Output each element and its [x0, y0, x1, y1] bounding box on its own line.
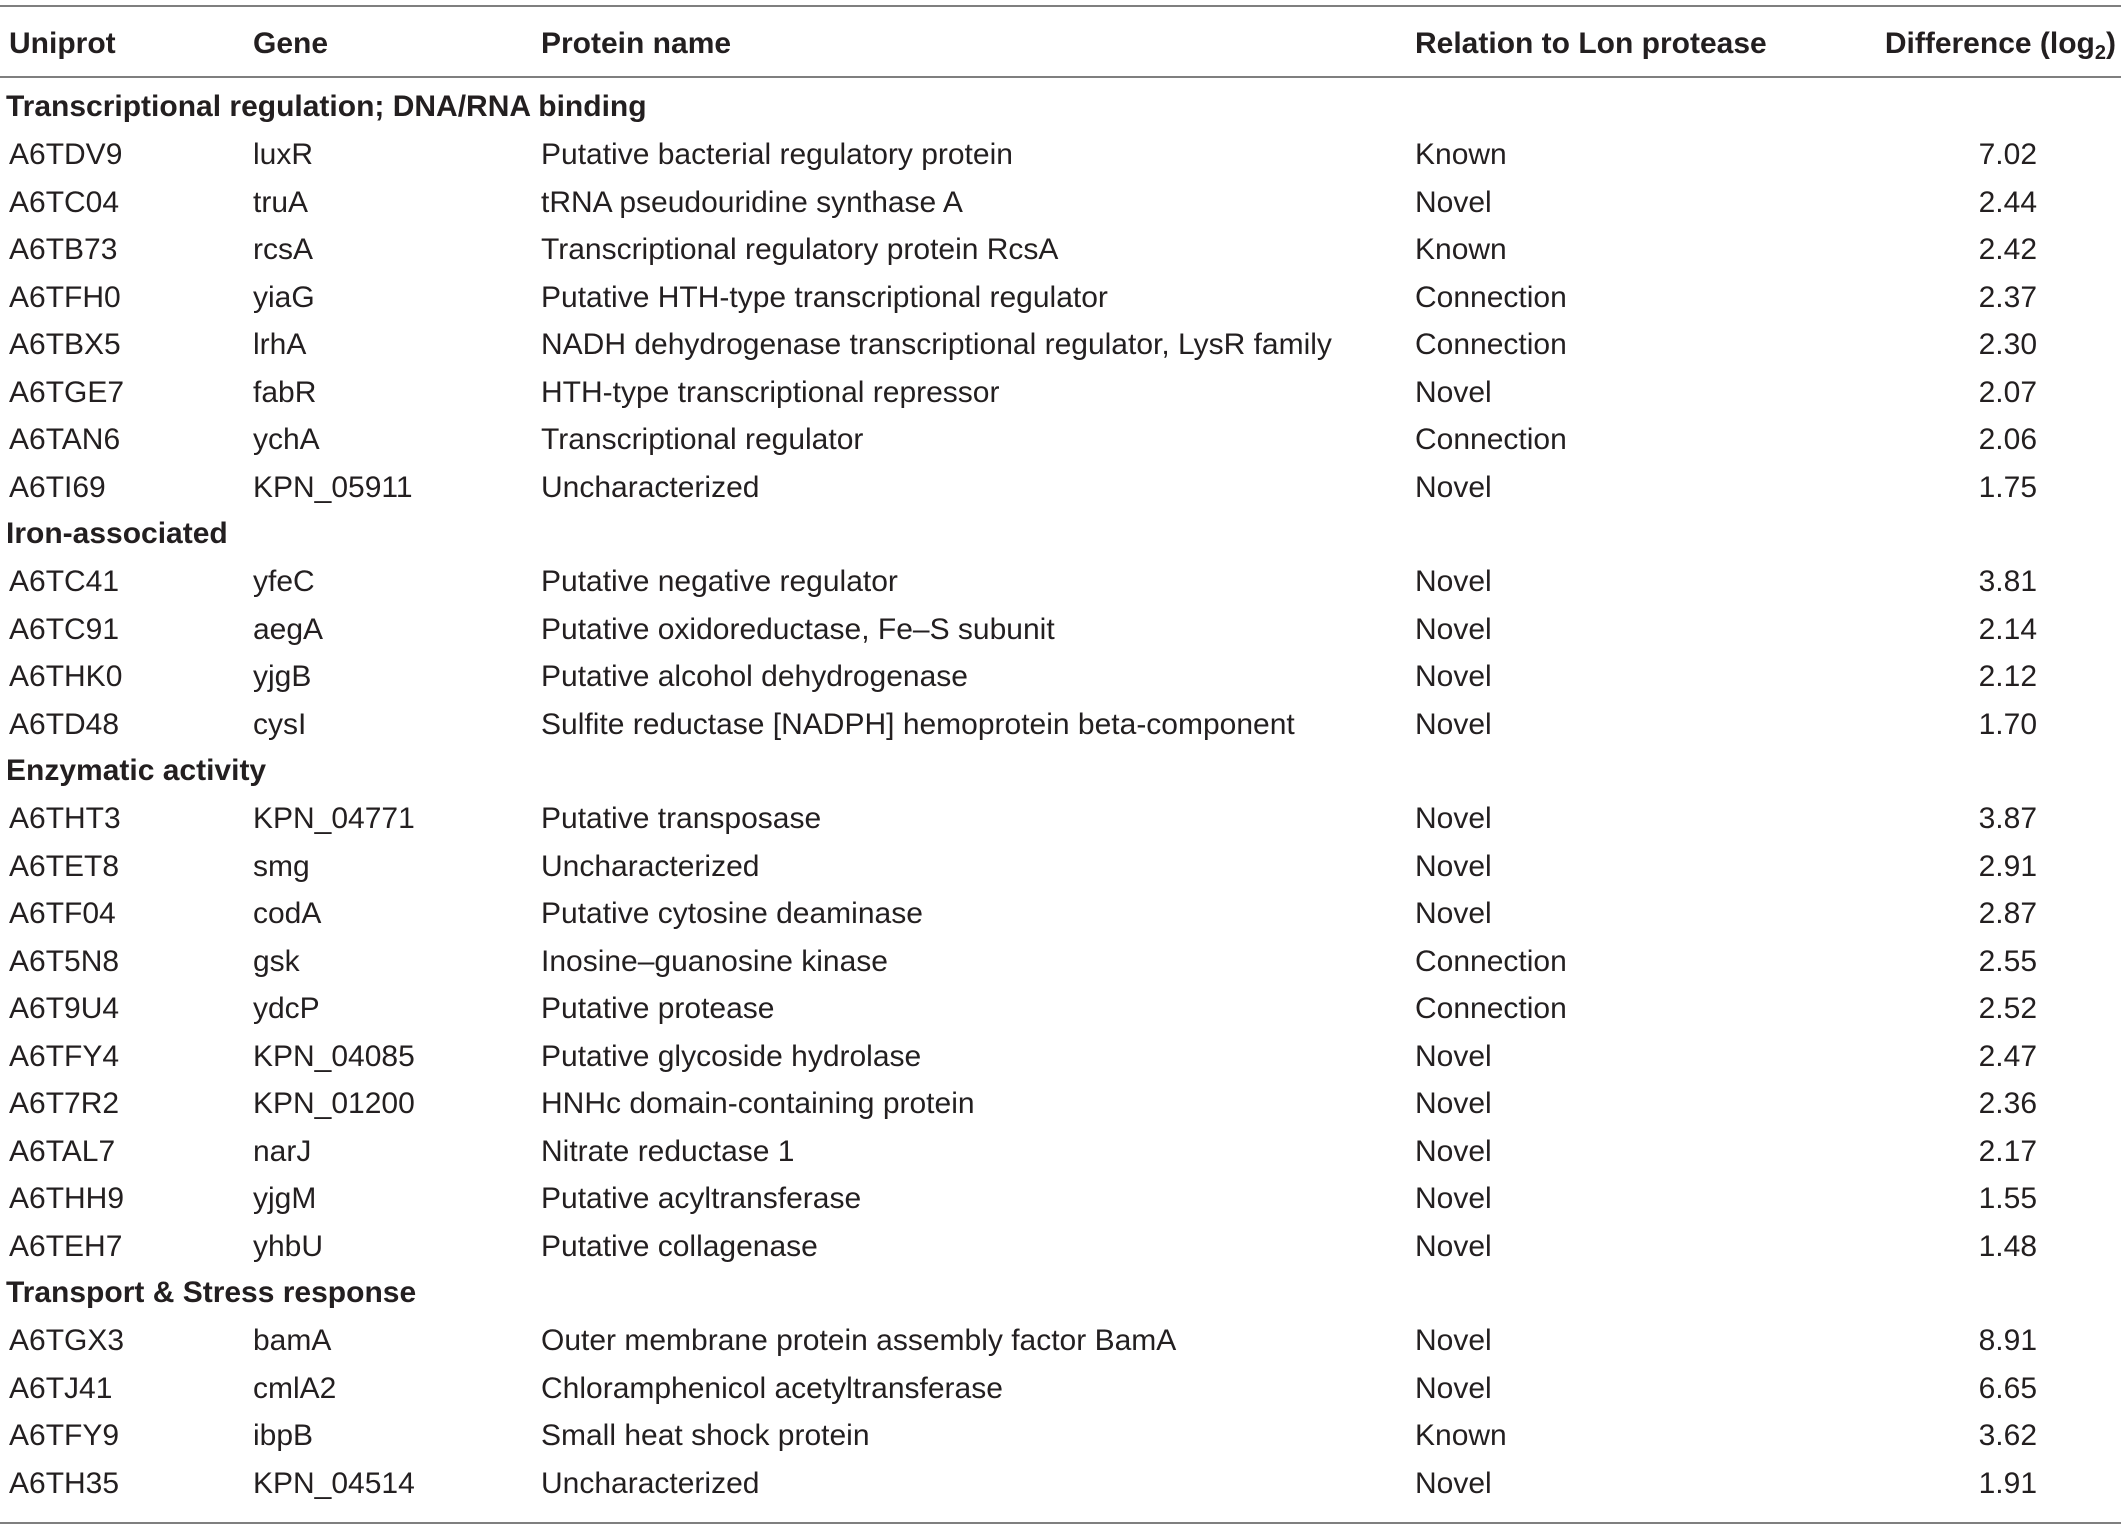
header-difference-text: Difference (log: [1884, 27, 2095, 60]
table-row: [0, 369, 2121, 417]
cell-difference: 2.07: [1978, 375, 2037, 409]
cell-difference: 1.48: [1978, 1229, 2037, 1263]
cell-gene: codA: [253, 897, 322, 930]
table-row: [0, 1412, 2121, 1460]
cell-gene: luxR: [253, 138, 314, 171]
table-row: [0, 416, 2121, 464]
table-row: [0, 1080, 2121, 1128]
cell-uniprot: A6T9U4: [9, 992, 120, 1025]
cell-gene: bamA: [253, 1324, 332, 1357]
cell-protein-name: Putative protease: [541, 992, 775, 1025]
cell-protein-name: Putative bacterial regulatory protein: [541, 138, 1013, 171]
cell-gene: ydcP: [253, 992, 320, 1025]
cell-relation: Novel: [1415, 1466, 1492, 1500]
cell-protein-name: Transcriptional regulator: [541, 423, 864, 456]
cell-gene: truA: [253, 185, 309, 219]
table-row: [0, 843, 2121, 891]
cell-relation: Novel: [1415, 470, 1492, 504]
cell-relation: Connection: [1415, 423, 1567, 456]
table-row: [0, 179, 2121, 227]
section-heading: Transport & Stress response: [6, 1276, 417, 1309]
cell-difference: 1.91: [1978, 1466, 2037, 1500]
header-uniprot: Uniprot: [9, 27, 116, 60]
cell-protein-name: Chloramphenicol acetyltransferase: [541, 1371, 1003, 1405]
table-row: [0, 1175, 2121, 1223]
cell-protein-name: Putative collagenase: [541, 1229, 818, 1263]
cell-gene: cysI: [253, 707, 307, 741]
cell-gene: KPN_04085: [253, 1039, 415, 1073]
cell-uniprot: A6TEH7: [9, 1229, 123, 1263]
header-relation: Relation to Lon protease: [1415, 27, 1767, 60]
cell-relation: Novel: [1415, 612, 1492, 646]
cell-gene: yjgM: [253, 1182, 317, 1215]
header-rule: [0, 76, 2121, 78]
cell-gene: yhbU: [253, 1229, 324, 1263]
section-heading: Transcriptional regulation; DNA/RNA binding: [6, 90, 647, 123]
cell-difference: 2.55: [1978, 944, 2037, 978]
cell-difference: 7.02: [1978, 138, 2037, 171]
cell-protein-name: Putative HTH-type transcriptional regulator: [541, 280, 1108, 314]
cell-gene: ychA: [253, 423, 320, 456]
cell-gene: KPN_04771: [253, 802, 415, 835]
cell-protein-name: Small heat shock protein: [541, 1419, 870, 1452]
cell-uniprot: A6TDV9: [9, 138, 123, 171]
cell-gene: gsk: [253, 944, 300, 978]
cell-relation: Novel: [1415, 802, 1492, 835]
cell-relation: Novel: [1415, 565, 1492, 598]
cell-relation: Novel: [1415, 375, 1492, 409]
cell-uniprot: A6TGX3: [9, 1324, 125, 1357]
cell-difference: 3.87: [1978, 802, 2037, 835]
cell-protein-name: HNHc domain-containing protein: [541, 1087, 975, 1120]
cell-difference: 2.52: [1978, 992, 2037, 1025]
cell-difference: 2.36: [1978, 1087, 2037, 1120]
cell-protein-name: Uncharacterized: [541, 1466, 760, 1500]
table-row: [0, 558, 2121, 606]
cell-difference: 1.55: [1978, 1182, 2037, 1215]
cell-relation: Connection: [1415, 992, 1567, 1025]
cell-uniprot: A6THK0: [9, 660, 123, 693]
cell-relation: Novel: [1415, 1134, 1492, 1168]
cell-protein-name: Putative acyltransferase: [541, 1182, 862, 1215]
cell-difference: 2.42: [1978, 233, 2037, 266]
cell-protein-name: Putative negative regulator: [541, 565, 898, 598]
cell-gene: aegA: [253, 612, 324, 646]
cell-gene: ibpB: [253, 1419, 314, 1452]
cell-protein-name: Uncharacterized: [541, 849, 760, 883]
cell-relation: Novel: [1415, 1324, 1492, 1357]
table-top-rule: [0, 5, 2121, 7]
cell-gene: yfeC: [253, 565, 315, 598]
table-row: [0, 226, 2121, 274]
cell-protein-name: Uncharacterized: [541, 470, 760, 504]
cell-difference: 8.91: [1978, 1324, 2037, 1357]
cell-protein-name: Sulfite reductase [NADPH] hemoprotein beta-component: [541, 707, 1295, 741]
cell-uniprot: A6THT3: [9, 802, 121, 835]
cell-relation: Known: [1415, 233, 1507, 266]
cell-relation: Novel: [1415, 707, 1492, 741]
cell-gene: KPN_05911: [253, 470, 413, 504]
cell-uniprot: A6TGE7: [9, 375, 125, 409]
header-difference-close: ): [2106, 27, 2116, 60]
cell-gene: rcsA: [253, 233, 313, 266]
cell-gene: KPN_04514: [253, 1466, 415, 1500]
cell-gene: smg: [253, 849, 310, 883]
cell-relation: Novel: [1415, 1087, 1492, 1120]
table-row: [0, 1365, 2121, 1413]
cell-uniprot: A6TAN6: [9, 423, 121, 456]
header-difference-subscript: 2: [2094, 42, 2106, 64]
cell-relation: Connection: [1415, 944, 1567, 978]
header-gene: Gene: [253, 27, 329, 60]
cell-difference: 3.62: [1978, 1419, 2037, 1452]
cell-protein-name: Putative transposase: [541, 802, 822, 835]
cell-uniprot: A6THH9: [9, 1182, 125, 1215]
cell-protein-name: Inosine–guanosine kinase: [541, 944, 888, 978]
cell-difference: 2.37: [1978, 280, 2037, 314]
cell-gene: narJ: [253, 1134, 312, 1168]
cell-protein-name: HTH-type transcriptional repressor: [541, 375, 1000, 409]
header-protein-name: Protein name: [541, 27, 732, 60]
cell-uniprot: A6TC04: [9, 185, 120, 219]
cell-difference: 2.12: [1978, 660, 2037, 693]
table-row: [0, 131, 2121, 179]
cell-uniprot: A6TC41: [9, 565, 120, 598]
cell-protein-name: Putative alcohol dehydrogenase: [541, 660, 968, 693]
table-row: [0, 1460, 2121, 1508]
cell-protein-name: tRNA pseudouridine synthase A: [541, 185, 963, 219]
cell-uniprot: A6TBX5: [9, 328, 121, 361]
table-row: [0, 938, 2121, 986]
table-row: [0, 653, 2121, 701]
cell-difference: 2.17: [1978, 1134, 2037, 1168]
cell-gene: yjgB: [253, 660, 312, 693]
table-row: [0, 464, 2121, 512]
cell-relation: Novel: [1415, 1182, 1492, 1215]
cell-relation: Novel: [1415, 1229, 1492, 1263]
table-row: [0, 985, 2121, 1033]
cell-protein-name: Putative cytosine deaminase: [541, 897, 923, 930]
cell-uniprot: A6TB73: [9, 233, 118, 266]
cell-protein-name: Putative glycoside hydrolase: [541, 1039, 922, 1073]
cell-uniprot: A6TH35: [9, 1466, 120, 1500]
table-row: [0, 274, 2121, 322]
cell-uniprot: A6TFH0: [9, 280, 121, 314]
cell-uniprot: A6TFY4: [9, 1039, 120, 1073]
cell-relation: Novel: [1415, 897, 1492, 930]
table-row: [0, 321, 2121, 369]
cell-uniprot: A6TAL7: [9, 1134, 116, 1168]
table-row: [0, 701, 2121, 749]
cell-relation: Known: [1415, 1419, 1507, 1452]
cell-protein-name: NADH dehydrogenase transcriptional regulator, LysR family: [541, 328, 1332, 361]
table-row: [0, 795, 2121, 843]
cell-uniprot: A6TJ41: [9, 1371, 113, 1405]
cell-difference: 2.87: [1978, 897, 2037, 930]
table-bottom-rule: [0, 1522, 2121, 1524]
table-row: [0, 1223, 2121, 1271]
cell-uniprot: A6TET8: [9, 849, 120, 883]
cell-uniprot: A6T5N8: [9, 944, 120, 978]
header-difference: [1885, 16, 2116, 72]
cell-protein-name: Putative oxidoreductase, Fe–S subunit: [541, 612, 1055, 646]
cell-difference: 1.75: [1978, 470, 2037, 504]
table-row: [0, 1033, 2121, 1081]
cell-gene: cmlA2: [253, 1371, 337, 1405]
cell-difference: 1.70: [1978, 707, 2037, 741]
cell-difference: 2.47: [1978, 1039, 2037, 1073]
cell-uniprot: A6TFY9: [9, 1419, 120, 1452]
cell-difference: 6.65: [1978, 1371, 2037, 1405]
cell-relation: Known: [1415, 138, 1507, 171]
cell-gene: yiaG: [253, 280, 315, 314]
cell-relation: Novel: [1415, 1039, 1492, 1073]
table-row: [0, 606, 2121, 654]
cell-relation: Connection: [1415, 328, 1567, 361]
cell-protein-name: Nitrate reductase 1: [541, 1134, 795, 1168]
cell-gene: lrhA: [253, 328, 307, 361]
cell-relation: Novel: [1415, 660, 1492, 693]
section-heading: Enzymatic activity: [6, 754, 267, 787]
cell-gene: fabR: [253, 375, 317, 409]
cell-difference: 2.44: [1978, 185, 2037, 219]
cell-relation: Novel: [1415, 185, 1492, 219]
cell-uniprot: A6TD48: [9, 707, 120, 741]
cell-uniprot: A6T7R2: [9, 1087, 120, 1120]
table-row: [0, 1317, 2121, 1365]
cell-gene: KPN_01200: [253, 1087, 415, 1120]
cell-uniprot: A6TI69: [9, 470, 106, 504]
cell-uniprot: A6TC91: [9, 612, 120, 646]
cell-difference: 2.14: [1978, 612, 2037, 646]
cell-protein-name: Transcriptional regulatory protein RcsA: [541, 233, 1059, 266]
cell-relation: Novel: [1415, 1371, 1492, 1405]
section-heading: Iron-associated: [6, 517, 228, 550]
cell-relation: Novel: [1415, 849, 1492, 883]
cell-difference: 2.30: [1978, 328, 2037, 361]
cell-difference: 2.91: [1978, 849, 2037, 883]
table-row: [0, 890, 2121, 938]
cell-relation: Connection: [1415, 280, 1567, 314]
cell-difference: 3.81: [1978, 565, 2037, 598]
cell-uniprot: A6TF04: [9, 897, 116, 930]
table-row: [0, 1128, 2121, 1176]
cell-protein-name: Outer membrane protein assembly factor BamA: [541, 1324, 1177, 1357]
cell-difference: 2.06: [1978, 423, 2037, 456]
